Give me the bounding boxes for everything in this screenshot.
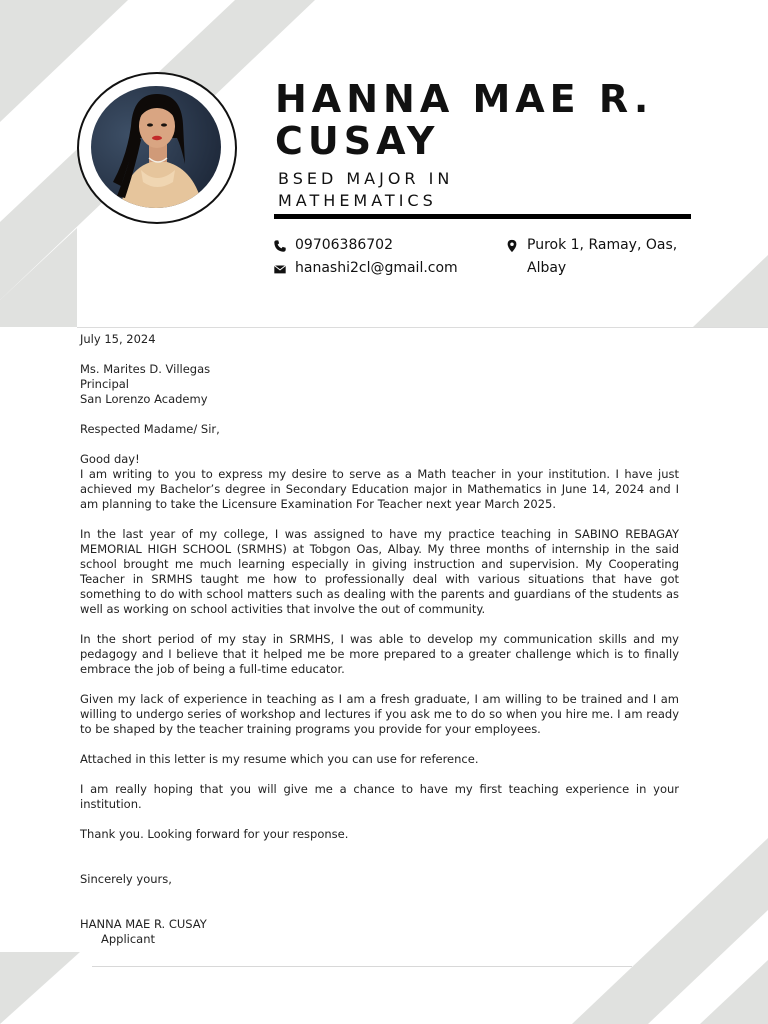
paragraph: I am really hoping that you will give me a chance to have my first teaching experience in your institution. [80, 782, 679, 811]
phone-number: 09706386702 [295, 237, 393, 253]
paragraph: In the last year of my college, I was assigned to have my practice teaching in SABINO REBAGAY MEMORIAL HIGH SCHOOL (SRMHS) at Tobgon Oas, Albay. My three months of internship in the said school brought me much learning especially in giving instruction and supervision. My Cooperating Teacher in SRMHS taught me how to professionally deal with various situations that have got something to do with school matters such as dealing with the parents and guardians of the students as well as working on school activities that involve the out of community. [80, 527, 679, 616]
profile-photo [91, 86, 221, 208]
paragraph: Given my lack of experience in teaching as I am a fresh graduate, I am willing to be trained and I am willing to undergo series of workshop and lectures if you ask me to do so when you hire me. I am ready to be shaped by the teacher training programs you provide for your employees. [80, 692, 679, 736]
letter-date: July 15, 2024 [80, 332, 156, 346]
contact-address [505, 234, 695, 280]
signature-name: HANNA MAE R. CUSAY [80, 917, 207, 931]
paragraph: In the short period of my stay in SRMHS, I was able to develop my communication skills and my pedagogy and I believe that it helped me be more prepared to a greater challenge which is to finally embrace the job of being a full-time educator. [80, 632, 679, 676]
contact-phone [273, 234, 483, 257]
envelope-icon [273, 262, 287, 276]
applicant-name: HANNA MAE R. CUSAY [275, 77, 654, 163]
location-pin-icon [505, 239, 519, 253]
paragraph: Attached in this letter is my resume which you can use for reference. [80, 752, 479, 766]
closing: Sincerely yours, [80, 872, 172, 886]
home-address: Purok 1, Ramay, Oas, Albay [527, 237, 678, 276]
recipient-name: Ms. Marites D. Villegas [80, 362, 211, 376]
signature-title: Applicant [101, 932, 156, 946]
paragraph: Thank you. Looking forward for your response. [80, 827, 349, 841]
phone-icon [273, 239, 287, 253]
letter-body [80, 332, 679, 947]
email-address: hanashi2cl@gmail.com [295, 260, 458, 276]
header-divider [77, 327, 768, 328]
recipient-school: San Lorenzo Academy [80, 392, 208, 406]
portrait-illustration [91, 86, 221, 208]
greeting: Good day! [80, 452, 140, 466]
recipient-title: Principal [80, 377, 130, 391]
applicant-degree: BSED MAJOR IN MATHEMATICS [278, 169, 454, 210]
header-rule [274, 214, 691, 219]
paragraph: I am writing to you to express my desire to serve as a Math teacher in your institution. I have just achieved my Bachelor’s degree in Secondary Education major in Mathematics in June 14, 2024 and I am planning to take the Licensure Examination For Teacher next year March 2025. [80, 467, 679, 511]
bottom-right-corner [700, 960, 768, 1024]
right-corner-stripe [693, 255, 768, 327]
salutation: Respected Madame/ Sir, [80, 422, 220, 436]
contact-email [273, 257, 483, 280]
bottom-left-stripe [0, 952, 80, 1024]
footer-rule [92, 966, 632, 967]
